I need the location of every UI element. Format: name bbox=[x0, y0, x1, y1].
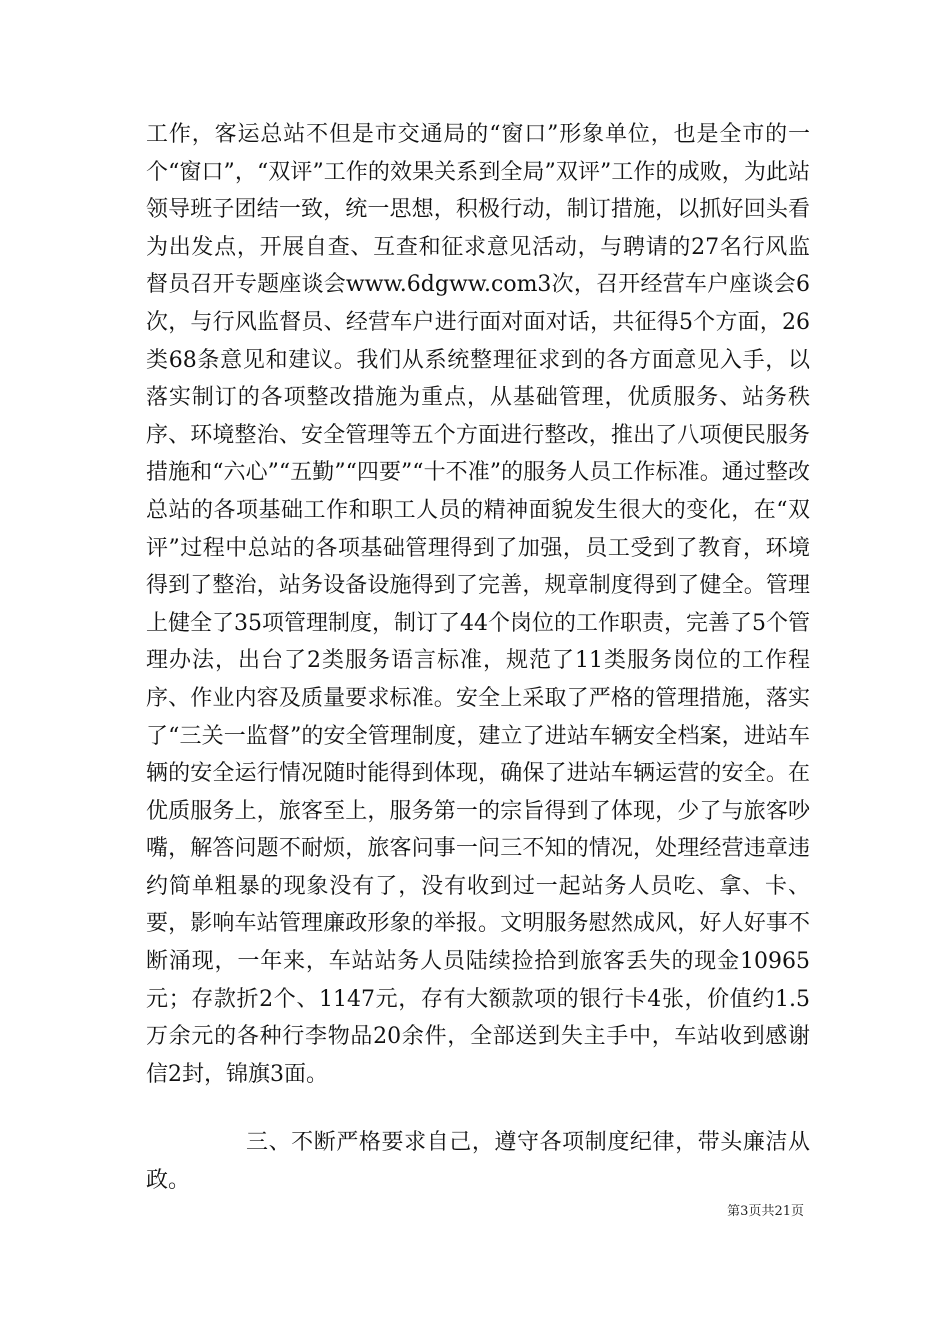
section-heading: 三、不断严格要求自己，遵守各项制度纪律，带头廉洁从政。 bbox=[146, 1130, 810, 1193]
page-number-footer: 第3页共21页 bbox=[727, 1204, 804, 1219]
body-paragraph: 工作，客运总站不但是市交通局的“窗口”形象单位，也是全市的一个“窗口”，“双评”工作的效果关系到全局”双评”工作的成败，为此站领导班子团结一致，统一思想，积极行动，制订措施，以抓好回头看为出发点，开展自查、互查和征求意见活动，与聘请的27名行风监督员召开专题座谈会www.6dgww.com3次，召开经营车户座谈会6次，与行风监督员、经营车户进行面对面对话，共征得5个方面，26类68条意见和建议。我们从系统整理征求到的各方面意见入手，以落实制订的各项整改措施为重点，从基础管理，优质服务、站务秩序、环境整治、安全管理等五个方面进行整改，推出了八项便民服务措施和“六心”“五勤”“四要”“十不准”的服务人员工作标准。通过整改总站的各项基础工作和职工人员的精神面貌发生很大的变化，在“双评”过程中总站的各项基础管理得到了加强，员工受到了教育，环境得到了整治，站务设备设施得到了完善，规章制度得到了健全。管理上健全了35项管理制度，制订了44个岗位的工作职责，完善了5个管理办法，出台了2类服务语言标准，规范了11类服务岗位的工作程序、作业内容及质量要求标准。安全上采取了严格的管理措施，落实了“三关一监督”的安全管理制度，建立了进站车辆安全档案，进站车辆的安全运行情况随时能得到体现，确保了进站车辆运营的安全。在优质服务上，旅客至上，服务第一的宗旨得到了体现，少了与旅客吵嘴，解答问题不耐烦，旅客问事一问三不知的情况，处理经营违章违约简单粗暴的现象没有了，没有收到过一起站务人员吃、拿、卡、要，影响车站管理廉政形象的举报。文明服务慰然成风，好人好事不断涌现，一年来，车站站务人员陆续捡拾到旅客丢失的现金10965元；存款折2个、1147元，存有大额款项的银行卡4张，价值约1.5万余元的各种行李物品20余件，全部送到失主手中，车站收到感谢信2封，锦旗3面。 bbox=[146, 122, 810, 1087]
